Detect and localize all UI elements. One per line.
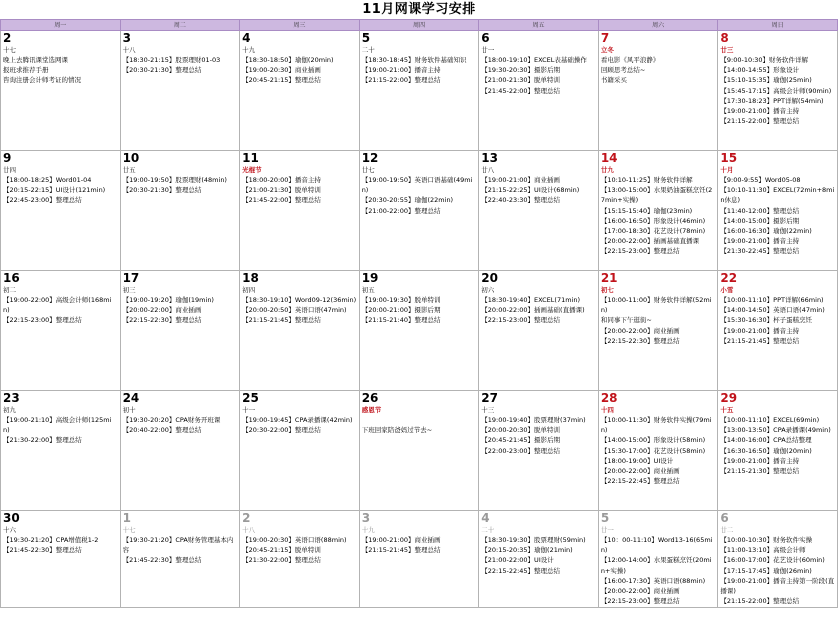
schedule-item: 【21:45-22:00】整理总结 bbox=[481, 86, 561, 95]
schedule-item: 【19:00-22:00】高级会计师(168min) bbox=[3, 296, 112, 315]
page-title: 11月网课学习安排 bbox=[362, 2, 476, 17]
lunar-date: 二十 bbox=[361, 46, 375, 54]
day-cell[interactable] bbox=[240, 391, 360, 511]
lunar-date: 初五 bbox=[361, 286, 375, 294]
day-number: 19 bbox=[361, 271, 379, 285]
lunar-date: 十月 bbox=[720, 166, 734, 174]
schedule-item: 【11:00-13:10】高级会计师 bbox=[720, 546, 806, 555]
schedule-item: 【22:15-22:45】整理总结 bbox=[481, 566, 561, 575]
schedule-item: 【10:10-11:30】EXCEL(72min+8min休息) bbox=[720, 186, 835, 205]
day-number: 18 bbox=[242, 271, 259, 285]
schedule-item: 【21:00-22:00】UI设计 bbox=[481, 556, 554, 565]
schedule-item: 【19:00-21:00】播音主持 bbox=[361, 66, 441, 75]
schedule-item: 【20:00-22:00】插画基础直播课 bbox=[600, 237, 700, 246]
day-number: 21 bbox=[600, 271, 618, 285]
day-number: 20 bbox=[481, 271, 498, 285]
day-cell[interactable] bbox=[479, 391, 599, 511]
lunar-date: 十八 bbox=[242, 526, 256, 534]
day-cell[interactable] bbox=[479, 511, 599, 608]
schedule-item: 【22:00-23:00】整理总结 bbox=[481, 446, 561, 455]
day-number: 26 bbox=[361, 391, 379, 405]
day-number: 4 bbox=[242, 31, 251, 45]
schedule-item: 【14:00-15:00】摄影后期 bbox=[720, 216, 800, 225]
lunar-date: 廿三 bbox=[720, 46, 734, 54]
schedule-item: 【21:15-22:00】整理总结 bbox=[720, 597, 800, 606]
schedule-item: 【14:00-15:00】形象设计(58min) bbox=[600, 436, 706, 445]
lunar-date: 十六 bbox=[3, 526, 16, 534]
lunar-date: 初四 bbox=[242, 286, 256, 294]
schedule-item: 【21:00-22:00】整理总结 bbox=[361, 206, 441, 215]
schedule-item: 【16:00-16:30】瑜伽(22min) bbox=[720, 227, 812, 236]
day-cell[interactable] bbox=[240, 511, 360, 608]
calendar-week-row bbox=[1, 31, 838, 151]
schedule-item: 【21:45-22:00】整理总结 bbox=[242, 196, 321, 205]
schedule-item: 【18:00-18:25】Word01-04 bbox=[3, 176, 92, 184]
schedule-item: 【16:00-17:00】花艺设计(60min) bbox=[720, 556, 825, 565]
lunar-date: 十八 bbox=[122, 46, 136, 54]
day-cell[interactable] bbox=[479, 31, 599, 151]
day-cell[interactable] bbox=[120, 511, 240, 608]
schedule-item: 【9:00-10:30】财务软件详解 bbox=[720, 56, 809, 64]
schedule-item: 【20:15-20:35】瑜伽(21min) bbox=[481, 546, 573, 555]
schedule-item: 【21:15-21:30】整理总结 bbox=[720, 467, 800, 476]
schedule-item: 【22:15-23:00】整理总结 bbox=[600, 247, 680, 256]
day-cell[interactable] bbox=[598, 391, 718, 511]
lunar-date: 初三 bbox=[122, 286, 136, 294]
weekday-header: 周六 bbox=[598, 20, 718, 31]
schedule-item: 【20:40-22:00】整理总结 bbox=[122, 426, 202, 435]
schedule-item: 【17:30-18:23】PPT详解(54min) bbox=[720, 96, 824, 105]
lunar-date: 二十 bbox=[481, 526, 495, 534]
schedule-item: 【22:45-23:00】整理总结 bbox=[3, 196, 82, 205]
schedule-item: 【19:00-20:30】商业插画 bbox=[242, 66, 321, 75]
schedule-item: 【19:00-21:00】播音主持 bbox=[720, 456, 800, 465]
schedule-item: 【21:45-22:30】整理总结 bbox=[122, 556, 202, 565]
schedule-item: 【10:00-11:10】PPT详解(66min) bbox=[720, 296, 824, 304]
lunar-date: 十四 bbox=[600, 406, 614, 414]
calendar-week-row bbox=[1, 511, 838, 608]
weekday-header: 周日 bbox=[718, 20, 838, 31]
schedule-item: 【20:00-21:00】摄影后期 bbox=[361, 306, 441, 315]
calendar-week-row bbox=[1, 391, 838, 511]
lunar-date: 初九 bbox=[3, 406, 16, 414]
schedule-item: 【21:45-22:30】整理总结 bbox=[3, 546, 82, 555]
schedule-item: 【15:30-17:00】花艺设计(58min) bbox=[600, 446, 706, 455]
schedule-item: 【21:15-22:25】UI设计(68min) bbox=[481, 186, 580, 195]
schedule-item: 【13:00-15:00】水果奶油蛋糕烹饪(27min+实操) bbox=[600, 186, 713, 205]
schedule-item: 【21:15-22:00】整理总结 bbox=[720, 117, 800, 126]
day-number: 24 bbox=[122, 391, 140, 405]
schedule-item: 【18:30-18:50】瑜伽(20min) bbox=[242, 56, 334, 64]
day-number: 6 bbox=[481, 31, 490, 45]
lunar-date: 初十 bbox=[122, 406, 136, 414]
day-cell[interactable] bbox=[598, 271, 718, 391]
schedule-item: 【11:40-12:00】整理总结 bbox=[720, 206, 800, 215]
day-cell[interactable] bbox=[120, 271, 240, 391]
schedule-item: 【20:30-22:00】整理总结 bbox=[242, 426, 321, 435]
day-number: 13 bbox=[481, 151, 498, 165]
schedule-item: 下班回家陪爸妈过节去~ bbox=[361, 426, 433, 434]
schedule-item: 【10:00-10:30】财务软件实操 bbox=[720, 536, 813, 544]
day-cell[interactable] bbox=[598, 151, 718, 271]
schedule-item: 【19:30-21:20】CPA增值税1-2 bbox=[3, 536, 99, 544]
day-number: 3 bbox=[361, 511, 371, 525]
day-number: 6 bbox=[720, 511, 729, 525]
schedule-item: 【22:15-23:00】整理总结 bbox=[3, 316, 82, 325]
schedule-item: 【19:00-21:00】播音主持 bbox=[720, 326, 800, 335]
day-cell[interactable] bbox=[718, 271, 838, 391]
lunar-date: 光棍节 bbox=[242, 166, 262, 174]
schedule-item: 【21:30-22:45】整理总结 bbox=[720, 247, 800, 256]
schedule-item: 书籍采买 bbox=[600, 76, 627, 85]
day-cell[interactable] bbox=[120, 31, 240, 151]
schedule-item: 【20:00-20:50】英语口语(47min) bbox=[242, 306, 347, 315]
schedule-item: 【21:15-22:00】整理总结 bbox=[361, 76, 441, 85]
day-cell[interactable] bbox=[240, 31, 360, 151]
schedule-item: 【18:30-19:40】EXCEL(71min) bbox=[481, 296, 581, 304]
day-cell[interactable] bbox=[598, 31, 718, 151]
schedule-item: 【19:30-21:20】CPA财务管理基本内容 bbox=[122, 536, 234, 555]
day-cell[interactable] bbox=[120, 391, 240, 511]
schedule-item: 看电影《风平浪静》 bbox=[600, 56, 660, 64]
day-cell[interactable] bbox=[718, 31, 838, 151]
lunar-date: 廿一 bbox=[600, 526, 614, 534]
schedule-item: 【20:45-21:45】摄影后期 bbox=[481, 436, 561, 445]
day-cell[interactable] bbox=[359, 151, 479, 271]
schedule-item: 【19:00-20:30】英语口语(88min) bbox=[242, 536, 347, 544]
schedule-item: 【22:15-23:00】整理总结 bbox=[600, 597, 680, 606]
day-cell[interactable] bbox=[718, 391, 838, 511]
weekday-header: 周四 bbox=[359, 20, 479, 31]
day-number: 17 bbox=[122, 271, 140, 285]
day-cell[interactable] bbox=[359, 271, 479, 391]
schedule-item: 【20:00-22:00】商业插画 bbox=[600, 467, 680, 476]
day-cell[interactable] bbox=[1, 511, 121, 608]
lunar-date: 廿七 bbox=[361, 166, 375, 174]
day-number: 4 bbox=[481, 511, 490, 525]
schedule-item: 【18:00-19:00】UI设计 bbox=[600, 456, 674, 465]
lunar-date: 初二 bbox=[3, 286, 16, 294]
schedule-item: 【14:00-14:50】英语口语(47min) bbox=[720, 306, 825, 315]
schedule-item: 【19:00-19:50】英语口语基础(49min) bbox=[361, 176, 473, 195]
schedule-item: 【19:00-19:45】CPA录播课(42min) bbox=[242, 416, 353, 424]
schedule-item: 咨询注册会计师考证的情况 bbox=[3, 76, 81, 85]
schedule-item: 【10：00-11:10】Word13-16(65min) bbox=[600, 536, 713, 555]
lunar-date: 十七 bbox=[122, 526, 136, 534]
schedule-item: 【19:00-21:00】播音主持 bbox=[720, 107, 800, 116]
schedule-item: 【20:00-22:00】商业插画 bbox=[600, 326, 680, 335]
schedule-item: 【19:00-19:40】股票理财(37min) bbox=[481, 416, 586, 424]
day-cell[interactable] bbox=[598, 511, 718, 608]
day-number: 3 bbox=[122, 31, 131, 45]
day-number: 12 bbox=[361, 151, 379, 165]
day-number: 28 bbox=[600, 391, 618, 405]
schedule-item: 【16:30-16:50】瑜伽(20min) bbox=[720, 446, 812, 455]
schedule-item: 【19:00-21:00】播音主持第一阶段(直播课) bbox=[720, 576, 835, 596]
lunar-date: 廿五 bbox=[122, 166, 136, 174]
day-cell[interactable] bbox=[1, 31, 121, 151]
schedule-item: 【20:00-22:00】插画基础(直播课) bbox=[481, 306, 585, 315]
day-number: 23 bbox=[3, 391, 20, 405]
schedule-item: 【20:00-20:30】脱单特训 bbox=[481, 426, 561, 435]
schedule-item: 和同事下午逛街~ bbox=[600, 316, 652, 325]
schedule-item: 【19:00-19:30】脱单特训 bbox=[361, 296, 441, 304]
schedule-item: 【22:15-22:30】整理总结 bbox=[122, 316, 202, 325]
day-cell[interactable] bbox=[359, 391, 479, 511]
lunar-date: 廿二 bbox=[720, 526, 734, 534]
calendar-grid bbox=[0, 19, 838, 608]
day-cell[interactable] bbox=[1, 271, 121, 391]
schedule-item: 【10:00-11:30】财务软件实操(79min) bbox=[600, 416, 712, 435]
schedule-item: 【20:00-22:00】商业插画 bbox=[122, 306, 202, 315]
schedule-item: 【19:00-21:10】高级会计师(125min) bbox=[3, 416, 112, 435]
day-number: 2 bbox=[3, 31, 12, 45]
day-number: 30 bbox=[3, 511, 20, 525]
day-cell[interactable] bbox=[240, 151, 360, 271]
lunar-date: 廿八 bbox=[481, 166, 495, 174]
schedule-item: 【15:30-16:30】杯子蛋糕烹饪 bbox=[720, 316, 813, 325]
weekday-header: 周一 bbox=[1, 20, 121, 31]
calendar-body bbox=[1, 31, 838, 608]
schedule-item: 【22:40-23:30】整理总结 bbox=[481, 196, 561, 205]
schedule-item: 【18:30-19:10】Word09-12(36min) bbox=[242, 296, 357, 304]
schedule-item: 【12:00-14:00】水果蛋糕烹饪(20min+实操) bbox=[600, 556, 712, 575]
day-cell[interactable] bbox=[120, 151, 240, 271]
schedule-item: 【21:00-21:30】脱单特训 bbox=[481, 76, 561, 85]
schedule-item: 【17:15-17:45】瑜伽(26min) bbox=[720, 566, 812, 575]
day-number: 15 bbox=[720, 151, 738, 165]
schedule-item: 【20:15-22:15】UI设计(121min) bbox=[3, 186, 106, 195]
day-number: 29 bbox=[720, 391, 738, 405]
calendar-week-row bbox=[1, 271, 838, 391]
lunar-date: 十五 bbox=[720, 406, 734, 414]
schedule-item: 【14:00-16:00】CPA总结整理 bbox=[720, 436, 812, 445]
weekday-header: 周三 bbox=[240, 20, 360, 31]
lunar-date: 初六 bbox=[481, 286, 495, 294]
schedule-item: 【20:00-22:00】商业插画 bbox=[600, 587, 680, 596]
schedule-item: 【18:30-21:15】股票理财01-03 bbox=[122, 56, 221, 64]
day-number: 27 bbox=[481, 391, 498, 405]
schedule-item: 【21:30-22:00】整理总结 bbox=[242, 556, 321, 565]
schedule-item bbox=[362, 415, 477, 425]
day-number: 5 bbox=[361, 31, 371, 45]
schedule-item: 【19:00-21:00】播音主持 bbox=[720, 237, 800, 246]
day-cell[interactable] bbox=[359, 511, 479, 608]
lunar-date: 十九 bbox=[242, 46, 256, 54]
schedule-item: 【13:00-13:50】CPA录播课(49min) bbox=[720, 426, 831, 435]
schedule-item: 【20:30-20:55】瑜伽(22min) bbox=[361, 196, 454, 205]
schedule-item: 【22:15-23:00】整理总结 bbox=[481, 316, 561, 325]
schedule-item: 【18:30-19:30】股票理财(59min) bbox=[481, 536, 586, 544]
schedule-item: 【9:00-9:55】Word05-08 bbox=[720, 176, 801, 184]
schedule-item: 【19:00-19:20】瑜伽(19min) bbox=[122, 296, 214, 304]
day-number: 22 bbox=[720, 271, 738, 285]
calendar-week-row bbox=[1, 151, 838, 271]
weekday-header: 周五 bbox=[479, 20, 599, 31]
weekday-header-row bbox=[1, 20, 838, 31]
schedule-item: 【10:00-11:10】EXCEL(69min) bbox=[720, 416, 820, 424]
day-cell[interactable] bbox=[718, 151, 838, 271]
day-cell[interactable] bbox=[359, 31, 479, 151]
schedule-item: 【19:30-20:20】CPA财务开班课 bbox=[122, 416, 221, 424]
schedule-item: 【15:10-15:35】瑜伽(25min) bbox=[720, 76, 812, 85]
day-number: 1 bbox=[122, 511, 131, 525]
schedule-item: 【20:45-21:15】整理总结 bbox=[242, 76, 321, 85]
schedule-item: 【19:00-21:00】商业插画 bbox=[481, 176, 561, 184]
schedule-item: 【21:15-21:45】整理总结 bbox=[720, 336, 800, 345]
lunar-date: 十七 bbox=[3, 46, 16, 54]
day-number: 25 bbox=[242, 391, 259, 405]
day-number: 10 bbox=[122, 151, 140, 165]
schedule-item: 【20:45-21:15】脱单特训 bbox=[242, 546, 321, 555]
lunar-date: 感恩节 bbox=[361, 406, 382, 414]
schedule-item: 【18:00-20:00】播音主持 bbox=[242, 176, 321, 184]
schedule-item: 【19:00-21:00】商业插画 bbox=[361, 536, 441, 544]
day-number: 16 bbox=[3, 271, 20, 285]
schedule-item: 【14:00-14:55】形象设计 bbox=[720, 66, 800, 75]
schedule-item: 【16:00-17:30】英语口语(88min) bbox=[600, 576, 706, 585]
lunar-date: 小雪 bbox=[720, 286, 734, 294]
day-cell[interactable] bbox=[240, 271, 360, 391]
day-cell[interactable] bbox=[479, 151, 599, 271]
day-cell[interactable] bbox=[1, 151, 121, 271]
lunar-date: 廿一 bbox=[481, 46, 495, 54]
schedule-item: 【18:00-19:10】EXCEL表基础操作 bbox=[481, 56, 587, 64]
schedule-item: 【16:00-16:50】形象设计(46min) bbox=[600, 216, 706, 225]
schedule-item: 【15:15-15:40】瑜伽(23min) bbox=[600, 206, 693, 215]
schedule-item: 【20:30-21:30】整理总结 bbox=[122, 66, 202, 75]
lunar-date: 初七 bbox=[600, 286, 614, 294]
lunar-date: 十三 bbox=[481, 406, 495, 414]
day-cell[interactable] bbox=[718, 511, 838, 608]
schedule-item: 【22:15-22:30】整理总结 bbox=[600, 336, 680, 345]
schedule-item: 【10:00-11:00】财务软件详解(52min) bbox=[600, 296, 712, 315]
schedule-item: 【19:30-20:30】摄影后期 bbox=[481, 66, 561, 75]
lunar-date: 十一 bbox=[242, 406, 256, 414]
day-number: 5 bbox=[600, 511, 610, 525]
day-cell[interactable] bbox=[1, 391, 121, 511]
day-number: 8 bbox=[720, 31, 729, 45]
schedule-item: 【10:10-11:25】财务软件详解 bbox=[600, 176, 693, 184]
lunar-date: 廿四 bbox=[3, 166, 16, 174]
schedule-item: 【21:15-21:45】整理总结 bbox=[361, 546, 441, 555]
schedule-item: 【18:30-18:45】财务软件基础知识 bbox=[361, 56, 467, 64]
weekday-header: 周二 bbox=[120, 20, 240, 31]
lunar-date: 廿九 bbox=[600, 166, 614, 174]
schedule-item: 【21:00-21:30】脱单特训 bbox=[242, 186, 321, 195]
day-cell[interactable] bbox=[479, 271, 599, 391]
day-number: 14 bbox=[600, 151, 618, 165]
schedule-item: 【19:00-19:50】股票理财(48min) bbox=[122, 176, 227, 184]
day-number: 9 bbox=[3, 151, 12, 165]
lunar-date: 立冬 bbox=[600, 46, 614, 54]
schedule-item: 【15:45-17:15】高级会计师(90min) bbox=[720, 86, 832, 95]
schedule-item: 【22:15-22:45】整理总结 bbox=[600, 477, 680, 486]
lunar-date: 十九 bbox=[361, 526, 375, 534]
schedule-item: 晚上去腾讯课堂选网课 bbox=[3, 56, 68, 64]
day-number: 11 bbox=[242, 151, 259, 165]
schedule-item: 【21:30-22:00】整理总结 bbox=[3, 436, 82, 445]
schedule-item: 【21:15-21:45】整理总结 bbox=[242, 316, 321, 325]
day-number: 7 bbox=[600, 31, 610, 45]
schedule-item: 报班求推荐手册 bbox=[3, 66, 49, 75]
schedule-item: 【21:15-21:40】整理总结 bbox=[361, 316, 441, 325]
schedule-item: 【20:30-21:30】整理总结 bbox=[122, 186, 202, 195]
schedule-item: 回顾思考总结~ bbox=[600, 66, 646, 75]
schedule-item: 【17:00-18:30】花艺设计(78min) bbox=[600, 227, 706, 236]
day-number: 2 bbox=[242, 511, 251, 525]
